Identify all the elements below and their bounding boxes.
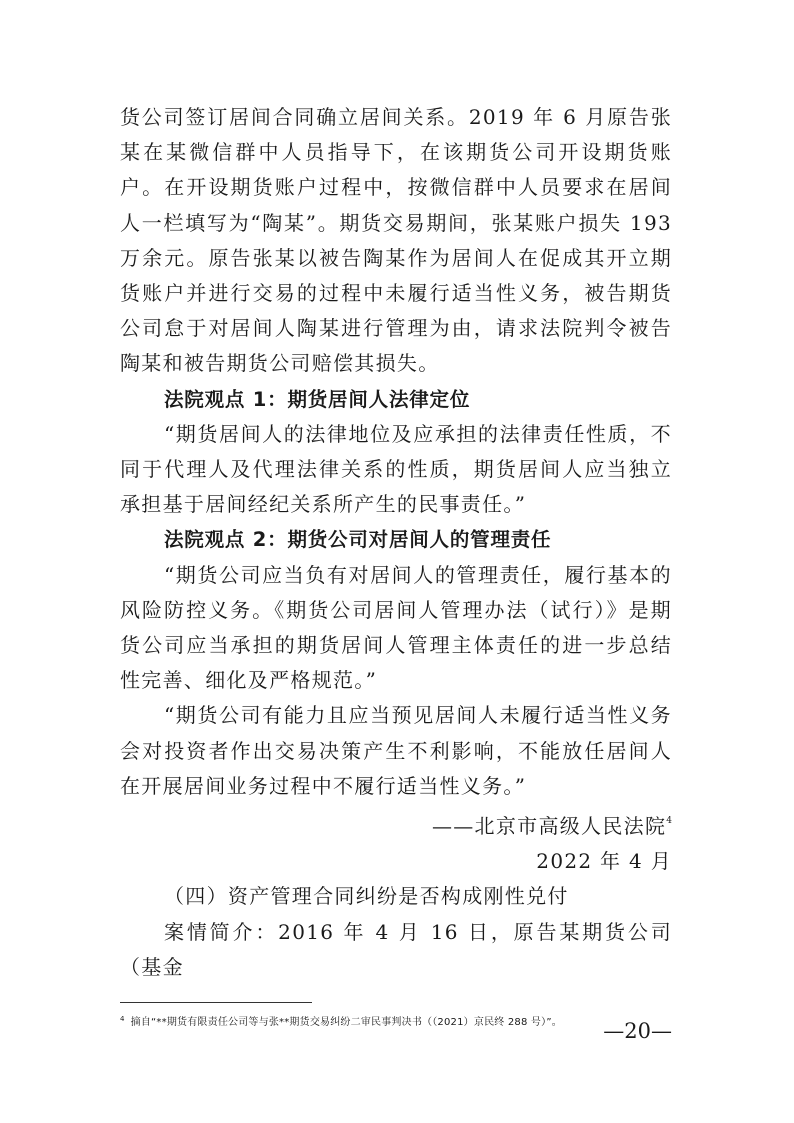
paragraph-court-view-2-quote-2: “期货公司有能力且应当预见居间人未履行适当性义务会对投资者作出交易决策产生不利影响，不能放任居间人在开展居间业务过程中不履行适当性义务。” [120,703,672,798]
page-number: —20— [603,1019,672,1043]
section-heading: （四）资产管理合同纠纷是否构成刚性兑付 [164,884,569,909]
paragraph-court-view-1-quote: “期货居间人的法律地位及应承担的法律责任性质，不同于代理人及代理法律关系的性质，期货居间人应当独立承担基于居间经纪关系所产生的民事责任。” [120,421,672,517]
heading-court-view-2: 法院观点 2：期货公司对居间人的管理责任 [164,528,552,552]
footnote-marker: 4 [120,1015,125,1023]
footnote-text: 摘自“**期货有限责任公司等与张**期货交易纠纷二审民事判决书（（2021）京民终 288 号）”。 [130,1017,562,1028]
paragraph-case-intro: 案情简介：2016 年 4 月 16 日，原告某期货公司（基金 [120,919,672,979]
footnote-reference: 4 [666,816,672,827]
heading-court-view-1: 法院观点 1：期货居间人法律定位 [164,387,471,411]
signature-date: 2022 年 4 月 [536,849,672,874]
footnote-divider [120,1002,312,1003]
body-text [120,100,672,985]
signature-court [120,804,672,844]
paragraph-court-view-2-quote-1: “期货公司应当负有对居间人的管理责任，履行基本的风险防控义务。《期货公司居间人管理办法（试行）》是期货公司应当承担的期货居间人管理主体责任的进一步总结性完善、细化及严格规范。” [120,562,672,693]
paragraph-case-background: 货公司签订居间合同确立居间关系。2019 年 6 月原告张某在某微信群中人员指导下，在该期货公司开设期货账户。在开设期货账户过程中，按微信群中人员要求在居间人一栏填写为“陶某”。期货交易期间，张某账户损失 193 万余元。原告张某以被告陶某作为居间人在促成其开立期货账户并进行交易的过程中未履行适当性义务，被告期货公司怠于对居间人陶某进行管理为由，请求法院判令被告陶某和被告期货公司赔偿其损失。 [120,105,672,376]
signature-text: ——北京市高级人民法院 [431,814,667,839]
